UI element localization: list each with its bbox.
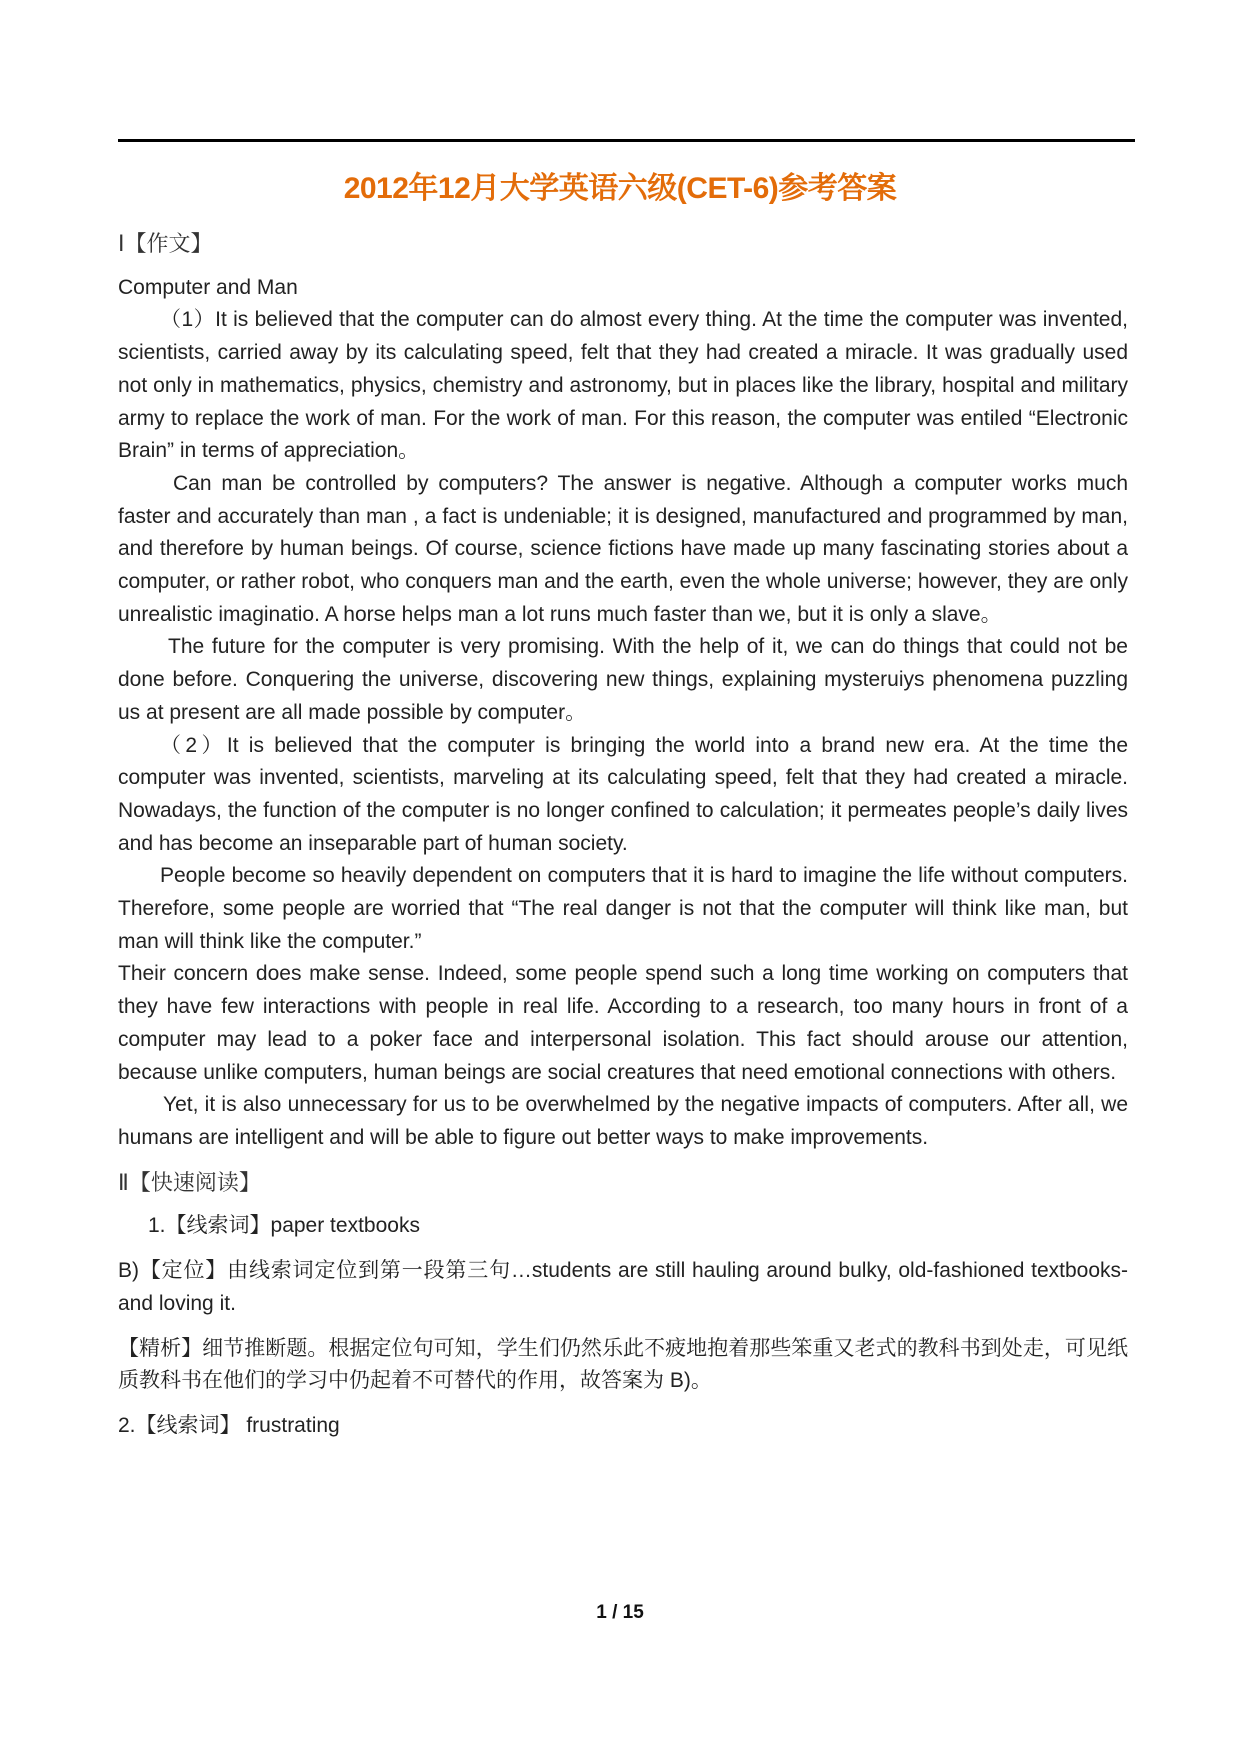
essay-paragraph: （1）It is believed that the computer can do almost every thing. At the time the computer was invented, scientists, carried away by its calculating speed, felt that they had created a miracle. It was gradually used not only in mathematics, physics, chemistry and astronomy, but in places like the library, hospital and military army to replace the work of man. For the work of man. For this reason, the computer was entiled “Electronic Brain” in terms of appreciation。	[118, 308, 1128, 463]
essay-title: Computer and Man	[118, 275, 298, 299]
document-title: 2012年12月大学英语六级(CET-6)参考答案	[343, 172, 897, 205]
question-clue: 2.【线索词】 frustrating	[118, 1413, 340, 1437]
section-heading-writing: Ⅰ【作文】	[118, 231, 213, 256]
question-clue: 1.【线索词】paper textbooks	[148, 1214, 420, 1238]
essay-paragraph: Yet, it is also unnecessary for us to be overwhelmed by the negative impacts of computers. After all, we humans are intelligent and will be able to figure out better ways to make improvements.	[118, 1093, 1128, 1149]
question-locate: B)【定位】由线索词定位到第一段第三句…students are still hauling around bulky, old-fashioned textbooks-and loving it.	[118, 1259, 1128, 1315]
question-analysis: 【精析】细节推断题。根据定位句可知，学生们仍然乐此不疲地抱着那些笨重又老式的教科书到处走，可见纸质教科书在他们的学习中仍起着不可替代的作用，故答案为 B)。	[118, 1336, 1128, 1393]
section-heading-fast-reading: Ⅱ【快速阅读】	[118, 1169, 261, 1195]
essay-paragraph: Can man be controlled by computers? The answer is negative. Although a computer works much faster and accurately than man , a fact is undeniable; it is designed, manufactured and programmed by man, and therefore by human beings. Of course, science fictions have made up many fascinating stories about a computer, or rather robot, who conquers man and the earth, even the whole universe; however, they are only unrealistic imaginatio. A horse helps man a lot runs much faster than we, but it is only a slave。	[118, 471, 1128, 626]
essay-paragraph: Their concern does make sense. Indeed, some people spend such a long time working on computers that they have few interactions with people in real life. According to a research, too many hours in front of a computer may lead to a poker face and interpersonal isolation. This fact should arouse our attention, because unlike computers, human beings are social creatures that need emotional connections with others.	[118, 962, 1128, 1084]
essay-paragraph: （2）It is believed that the computer is bringing the world into a brand new era. At the time the computer was invented, scientists, marveling at its calculating speed, felt that they had created a miracle. Nowadays, the function of the computer is no longer confined to calculation; it permeates people’s daily lives and has become an inseparable part of human society.	[118, 733, 1128, 855]
header-rule	[118, 139, 1135, 142]
essay-paragraph: The future for the computer is very promising. With the help of it, we can do things that could not be done before. Conquering the universe, discovering new things, explaining mysteruiys phenomena puzzling us at present are all made possible by computer。	[118, 635, 1128, 724]
document-body	[118, 228, 1128, 1443]
essay-paragraph: People become so heavily dependent on computers that it is hard to imagine the life without computers. Therefore, some people are worried that “The real danger is not that the computer will think like man, but man will think like the computer.”	[118, 864, 1128, 953]
page-number: 1 / 15	[596, 1602, 644, 1623]
